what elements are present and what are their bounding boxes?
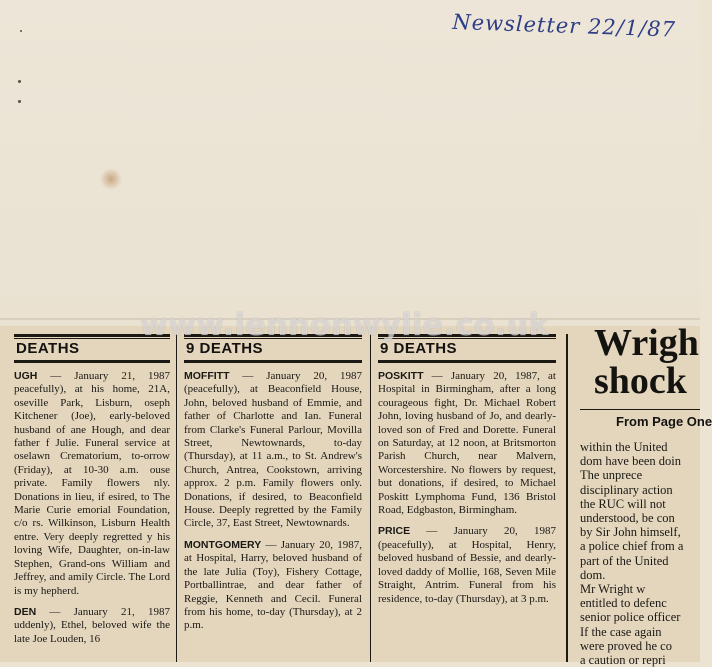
death-notice (184, 370, 362, 531)
column-divider (566, 334, 568, 662)
death-notice (184, 539, 362, 633)
story-line: a caution or repri (580, 653, 666, 667)
story-line: a police chief from a (580, 539, 684, 554)
headline-line: Wrigh (594, 322, 699, 364)
watermark: www.lennonwylie.co.uk (140, 308, 550, 343)
column-divider (176, 334, 177, 662)
stain-mark (100, 168, 122, 190)
story-subhead: From Page One (616, 414, 712, 429)
story-line: by Sir John himself, (580, 525, 681, 540)
death-notice (378, 370, 556, 517)
entry-list (378, 370, 556, 614)
notice-text: — January 21, 1987 peacefully), at his home, 21A, oseville Park, Lisburn, oseph Kitchener (Joe), early-beloved husband of ane Hough, and dear father f Julie. Funeral service at oselawn Crematorium, to-orrow (Friday), at 10-30 a.m. ouse private. Family flowers nly. Donations in lieu, if esired, to The Marie Curie emorial Foundation, c/o rs. Wilkinson, Lisburn Health entre. Very deeply regretted y his loving Wife, Daughter, on-in-law Stephen, Grand-ons William and Jeffrey, and amily Circle. The Lord is my hepherd. (14, 370, 170, 597)
death-notice (14, 370, 170, 598)
entry-list (14, 370, 170, 654)
story-line: If the case again (580, 624, 662, 639)
notice-text: — January 21, 1987 uddenly), Ethel, beloved wife the late Joe Louden, 16 (14, 605, 170, 645)
story-line: Mr Wright w (580, 582, 646, 597)
story-rule (580, 409, 700, 410)
story-line: disciplinary action (580, 482, 673, 497)
story-line: the RUC will not (580, 496, 666, 511)
column-heading: 9 DEATHS (380, 340, 458, 357)
story-headline (594, 324, 699, 400)
column-rule (14, 360, 170, 363)
entry-list (184, 370, 362, 641)
story-line: entitled to defenc (580, 596, 667, 611)
notice-name: UGH (14, 370, 38, 382)
story-body (580, 440, 705, 667)
death-notice (378, 525, 556, 605)
handwritten-note: Newsletter 22/1/87 (451, 9, 677, 42)
story-line: understood, be con (580, 511, 675, 526)
story-line: dom. (580, 567, 606, 582)
story-line: dom have been doin (580, 454, 682, 469)
speck (18, 100, 21, 103)
column-heading: DEATHS (16, 340, 80, 357)
story-line: The unprece (580, 468, 643, 483)
headline-line: shock (594, 360, 687, 402)
notice-text: — January 20, 1987 (peacefully), at Hospital, Henry, beloved husband of Bessie, and dearly-loved daddy of Mollie, 168, Seven Mile Straight, Antrim. Funeral from his residence, to-day (Thursday), at 3 p.m. (378, 525, 556, 605)
column-divider (370, 334, 371, 662)
notice-name: PRICE (378, 525, 411, 538)
story-line: were proved he co (580, 638, 672, 653)
column-rule (184, 360, 362, 363)
death-notice (14, 606, 170, 646)
notice-name: DEN (14, 605, 37, 618)
column-rule (378, 360, 556, 363)
notice-name: MONTGOMERY (184, 538, 262, 551)
story-line: senior police officer (580, 610, 681, 625)
column-heading: 9 DEATHS (186, 340, 264, 357)
deaths-column-1 (14, 326, 170, 662)
notice-name: MOFFITT (184, 370, 230, 382)
deaths-column-2 (184, 326, 362, 662)
deaths-column-3 (378, 326, 556, 662)
notice-text: — January 20, 1987 (peacefully), at Beaconfield House, John, beloved husband of Emmie, and father of Charlotte and Ian. Funeral from Clarke's Funeral Parlour, Movilla Street, Newtownards, to-day (Thursday), at 11 a.m., to St. Andrew's Church, Antrea, Cookstown, arriving approx. 2 p.m. Family flowers only. Donations, if desired, to Beaconfield House. Deeply regretted by the Family Circle, 37, East Street, Newtownards. (184, 370, 362, 530)
speck (20, 30, 22, 32)
speck (18, 80, 21, 83)
story-line: part of the United (580, 553, 669, 568)
notice-text: — January 20, 1987, at Hospital in Birmingham, after a long courageous fight, Dr. Michael Robert John, loving husband of Jo, and dearly-loved son of Fred and Dorette. Funeral on Saturday, at 12 noon, at Britsmorton Parish Church, near Malvern, Worcestershire. No flowers by request, but donations, if desired, to Michael Poskitt Lymphoma Fund, 136 Bristol Road, Edgbaston, Birmingham. (378, 370, 556, 517)
story-line: within the United (580, 440, 668, 454)
notice-name: POSKITT (378, 370, 424, 382)
notice-text: — January 20, 1987, at Hospital, Harry, beloved husband of the late Julia (Toy), Fishery Cottage, Portballintrae, and dear father of Reggie, Kenneth and Cecil. Funeral from his home, to-day (Thursday), at 2 p.m. (184, 538, 362, 632)
